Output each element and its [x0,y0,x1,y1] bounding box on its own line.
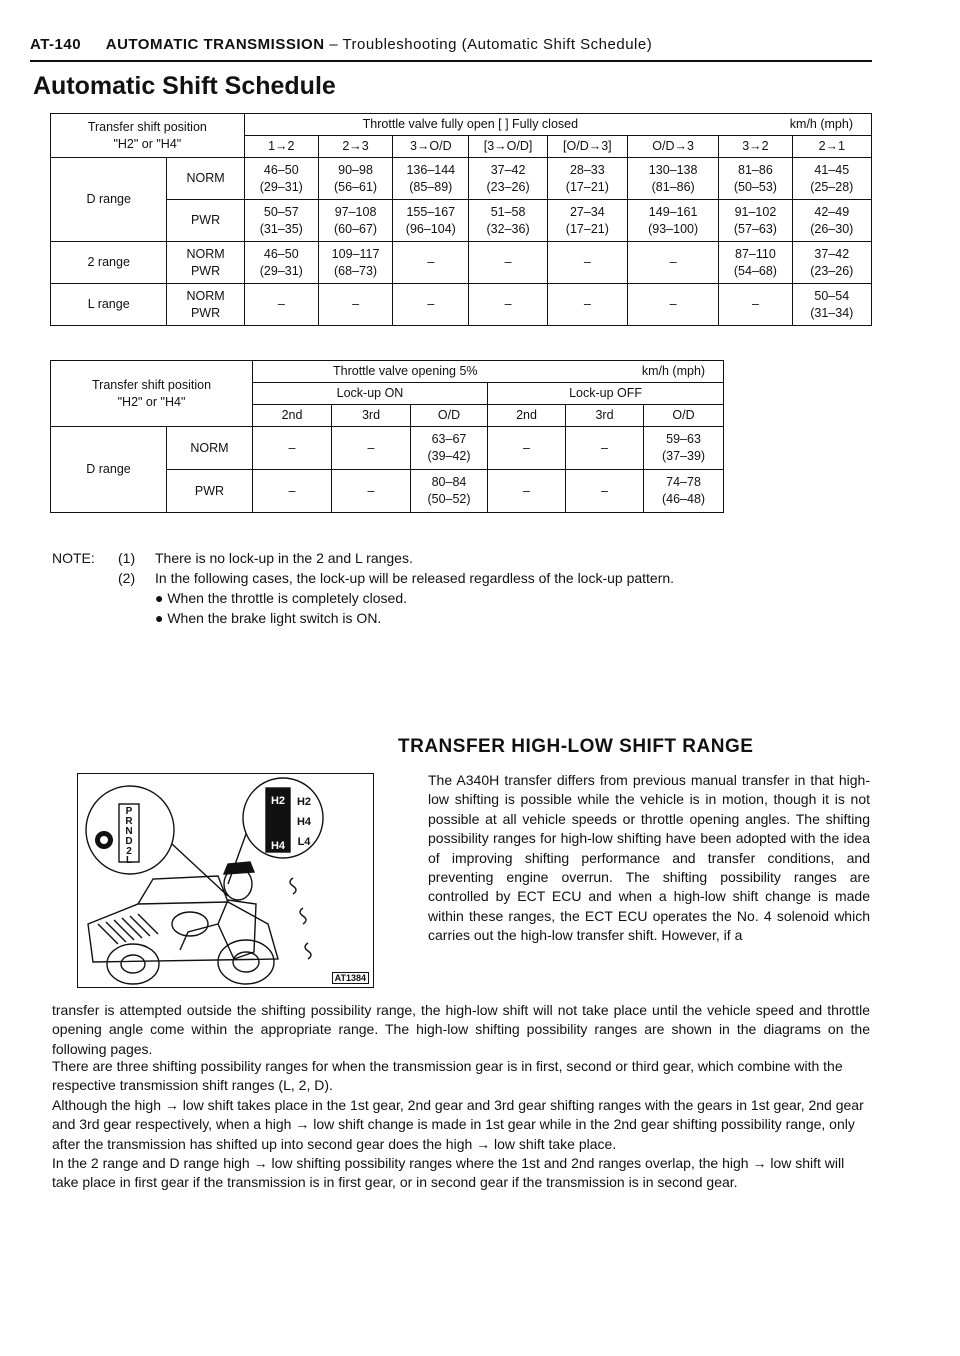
speed-cell: 50–57 (31–35) [244,200,318,242]
table-caption: Throttle valve opening 5% km/h (mph) [253,361,724,383]
note-bullet: ● When the brake light switch is ON. [155,610,382,626]
speed-cell: 42–49 (26–30) [792,200,871,242]
speed-cell: 41–45 (25–28) [792,158,871,200]
gear-header: 3rd [332,405,411,427]
speed-cell: – [566,470,644,513]
speed-cell: – [488,427,566,470]
speed-cell: 74–78 (46–48) [644,470,724,513]
speed-cell: 109–117 (68–73) [318,242,392,284]
body-paragraph: In the 2 range and D range high → low shifting possibility ranges where the 1st and 2nd ranges overlap, the high → low shift will take place in first gear if the transmission is in first gear, or in second gear if the transmission is in second gear. [52,1155,845,1191]
transfer-label: H2 [296,796,312,808]
lockup-schedule-table [50,360,724,513]
speed-cell: 91–102 (57–63) [719,200,792,242]
column-header: 3→O/D [393,136,469,158]
column-header: 2→1 [792,136,871,158]
lockup-off-header: Lock-up OFF [488,383,724,405]
speed-cell: 50–54 (31–34) [792,284,871,326]
pwr-label: PWR [167,470,253,513]
speed-cell: – [253,470,332,513]
l-range-label: L range [51,284,167,326]
selector-letter: 2 [126,846,132,857]
norm-pwr-label: NORM PWR [167,284,244,326]
speed-cell: – [566,427,644,470]
illustration-drawing [78,774,373,987]
page-title: Automatic Shift Schedule [33,72,336,100]
note-text: There is no lock-up in the 2 and L ranges. [155,550,413,566]
selector-letter: N [125,826,133,837]
speed-cell: 37–42 (23–26) [792,242,871,284]
page-number: AT-140 [30,36,82,53]
speed-cell: – [488,470,566,513]
column-header: [O/D→3] [547,136,627,158]
speed-cell: – [469,284,547,326]
speed-cell: – [627,242,718,284]
header-rule [30,60,872,62]
transfer-label: L4 [297,836,311,848]
speed-cell: – [627,284,718,326]
speed-cell: 63–67 (39–42) [411,427,488,470]
speed-cell: 90–98 (56–61) [318,158,392,200]
column-header: O/D→3 [627,136,718,158]
speed-cell: – [332,470,411,513]
column-header: 1→2 [244,136,318,158]
speed-cell: 37–42 (23–26) [469,158,547,200]
speed-cell: – [318,284,392,326]
gear-header: 2nd [488,405,566,427]
speed-cell: 51–58 (32–36) [469,200,547,242]
subsection-title: – Troubleshooting (Automatic Shift Schedule) [329,36,653,53]
speed-cell: 59–63 (37–39) [644,427,724,470]
speed-cell: – [393,242,469,284]
speed-cell: 130–138 (81–86) [627,158,718,200]
speed-cell: 81–86 (50–53) [719,158,792,200]
body-text [52,1057,870,1193]
speed-cell: 87–110 (54–68) [719,242,792,284]
2-range-label: 2 range [51,242,167,284]
note-bullet: ● When the throttle is completely closed. [155,590,408,606]
note-number: (1) [118,550,136,566]
speed-cell: – [332,427,411,470]
speed-cell: 27–34 (17–21) [547,200,627,242]
speed-cell: 46–50 (29–31) [244,242,318,284]
speed-cell: – [547,242,627,284]
speed-cell: 80–84 (50–52) [411,470,488,513]
speed-cell: – [547,284,627,326]
body-paragraph: There are three shifting possibility ranges for when the transmission gear is in first, second or third gear, which combine with the respective transmission shift ranges (L, 2, D). [52,1058,843,1094]
speed-cell: 149–161 (93–100) [627,200,718,242]
gear-header: O/D [644,405,724,427]
speed-cell: – [244,284,318,326]
gear-header: 2nd [253,405,332,427]
selector-letter: P [125,806,133,817]
driver-illustration [77,773,374,988]
table-caption: Throttle valve fully open [ ] Fully closed km/h (mph) [244,114,871,136]
selector-letter: R [125,816,133,827]
note-text: In the following cases, the lock-up will be released regardless of the lock-up pattern. [155,570,675,586]
note-label: NOTE: [52,550,95,566]
gear-header: 3rd [566,405,644,427]
selector-letter: L [125,855,133,866]
corner-header: Transfer shift position "H2" or "H4" [51,361,253,427]
corner-header: Transfer shift position "H2" or "H4" [51,114,245,158]
speed-cell: – [469,242,547,284]
norm-label: NORM [167,158,244,200]
units: km/h (mph) [641,364,706,378]
speed-cell: 28–33 (17–21) [547,158,627,200]
column-header: [3→O/D] [469,136,547,158]
section-title: AUTOMATIC TRANSMISSION [105,36,325,53]
pwr-label: PWR [167,200,244,242]
transfer-label: H4 [270,840,286,852]
units: km/h (mph) [789,117,853,131]
body-paragraph: The A340H transfer differs from previous manual transfer in that high-low shifting is possible while the vehicle is in motion, though it is not possible at all vehicle speeds or throttle opening angles. The shifting possibility ranges for high-low shifting have been adopted with the idea of improving shifting performance and transfer conditions, and preventing engine overrun. The shifting possibility ranges are controlled by ECT ECU and when a high-low shift change is made within these ranges, the ECT ECU operates the No. 4 solenoid which carries out the high-low transfer shift. However, if a [428,772,870,944]
selector-letter: D [125,836,133,847]
speed-cell: 136–144 (85–89) [393,158,469,200]
column-header: 3→2 [719,136,792,158]
gear-header: O/D [411,405,488,427]
speed-cell: 97–108 (60–67) [318,200,392,242]
body-paragraph: transfer is attempted outside the shifting possibility range, the high-low shift will not take place until the vehicle speed and throttle opening angle come within the appropriate range. The high-low shifting possibility ranges are shown in the diagrams on the following pages. [52,1002,870,1057]
running-header [30,36,872,53]
speed-cell: 155–167 (96–104) [393,200,469,242]
transfer-label: H4 [296,816,312,828]
speed-cell: – [253,427,332,470]
transfer-label: H2 [270,795,286,807]
speed-cell: 46–50 (29–31) [244,158,318,200]
norm-pwr-label: NORM PWR [167,242,244,284]
norm-label: NORM [167,427,253,470]
section-subtitle: TRANSFER HIGH-LOW SHIFT RANGE [398,736,754,757]
figure-id: AT1384 [332,972,369,984]
speed-cell: – [719,284,792,326]
shift-schedule-table [50,113,872,326]
note-number: (2) [118,570,136,586]
column-header: 2→3 [318,136,392,158]
lockup-on-header: Lock-up ON [253,383,488,405]
d-range-label: D range [51,158,167,242]
body-paragraph: Although the high → low shift takes place in the 1st gear, 2nd gear and 3rd gear shifting ranges with the gears in 1st gear, 2nd gear and 3rd gear respectively, when a high → low shift change is made in 1st gear while in the 2nd gear shifting possibility range, only after the transmission has shifted up into second gear does the high → low shift take place. [52,1096,864,1152]
speed-cell: – [393,284,469,326]
d-range-label: D range [51,427,167,513]
